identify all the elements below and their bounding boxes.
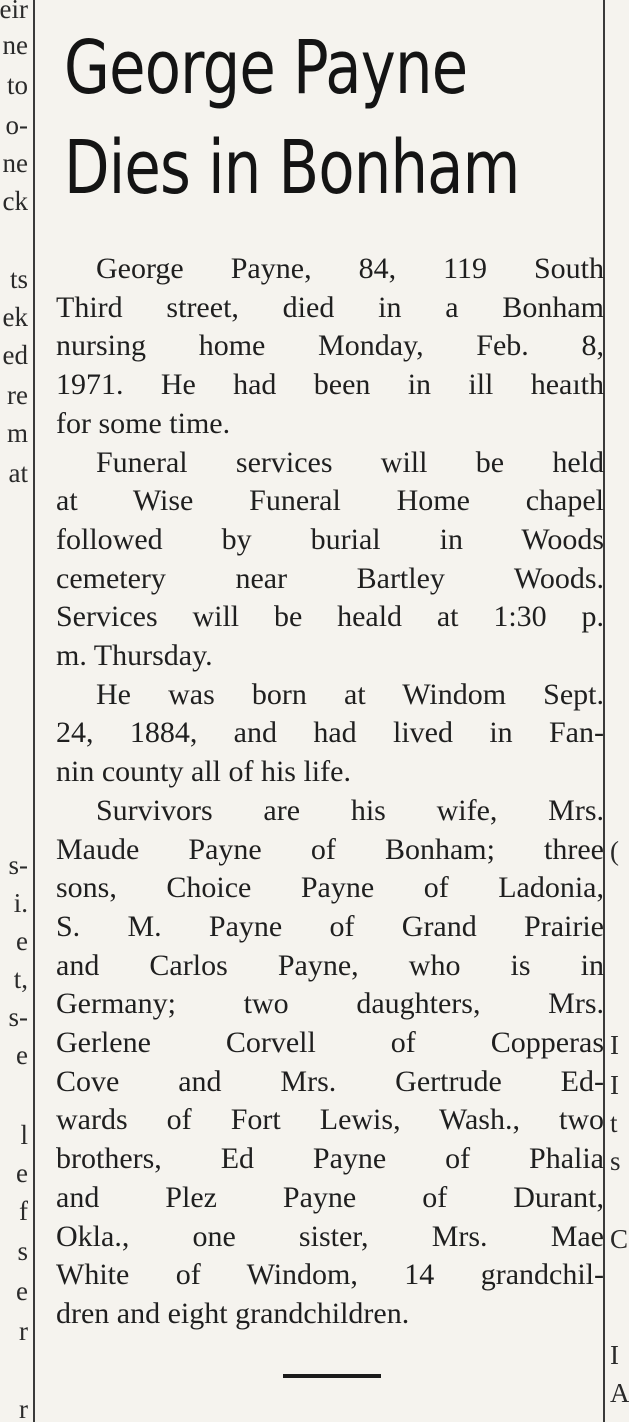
body-line: 1971. He had been in ill heaıth — [56, 368, 604, 402]
body-line: Funeral services will be held — [96, 445, 604, 479]
left-fragment: ed — [2, 340, 28, 370]
paragraph-survivors — [56, 792, 604, 1334]
left-fragment: r — [19, 1316, 28, 1346]
body-line: Third street, died in a Bonham — [56, 290, 604, 324]
body-line: S. M. Payne of Grand Prairie — [56, 909, 604, 943]
right-fragment: I — [610, 1070, 619, 1100]
paragraph-funeral-services — [56, 444, 604, 676]
body-line: Cove and Mrs. Gertrude Ed- — [56, 1064, 604, 1098]
body-line: Gerlene Corvell of Copperas — [56, 1026, 604, 1060]
body-line: dren and eight grandchildren. — [56, 1296, 410, 1330]
left-fragment: ck — [2, 186, 28, 216]
article-end-rule — [283, 1374, 381, 1378]
headline-line-2: Dies in Bonham — [64, 125, 520, 211]
article-body — [56, 250, 604, 1334]
left-fragment: o- — [5, 110, 28, 140]
body-line: He was born at Windom Sept. — [96, 677, 604, 711]
left-fragment: eir — [0, 0, 28, 24]
adjacent-column-right — [606, 0, 629, 1422]
paragraph-birth — [56, 676, 604, 792]
body-line: Survivors are his wife, Mrs. — [96, 793, 604, 827]
body-line: and Plez Payne of Durant, — [56, 1180, 604, 1214]
left-fragment: s — [17, 1236, 28, 1266]
left-fragment: r — [19, 1394, 28, 1422]
left-fragment: m — [6, 418, 28, 448]
body-line: George Payne, 84, 119 South — [96, 252, 604, 285]
left-fragment: e — [16, 1158, 28, 1188]
left-fragment: l — [20, 1120, 28, 1150]
right-fragment: t — [610, 1108, 618, 1138]
left-fragment: t, — [13, 964, 28, 994]
left-fragment: ts — [9, 264, 28, 294]
left-fragment: e — [16, 926, 28, 956]
body-line: followed by burial in Woods — [56, 522, 604, 556]
left-fragment: ne — [2, 30, 28, 60]
body-line: sons, Choice Payne of Ladonia, — [56, 871, 604, 905]
right-fragment: ( — [610, 836, 619, 866]
body-line: m. Thursday. — [56, 639, 213, 673]
body-line: nursing home Monday, Feb. 8, — [56, 329, 604, 363]
body-line: 24, 1884, and had lived in Fan- — [56, 716, 604, 750]
adjacent-column-left — [0, 0, 30, 1422]
body-line: cemetery near Bartley Woods. — [56, 561, 604, 595]
left-fragment: s- — [8, 1002, 28, 1032]
paragraph-death-notice — [56, 250, 604, 444]
body-line: White of Windom, 14 grandchil- — [56, 1258, 604, 1292]
left-fragment: e — [16, 1276, 28, 1306]
left-fragment: f — [19, 1196, 28, 1226]
right-fragment: I — [610, 1340, 619, 1370]
headline-line-1: George Payne — [64, 25, 468, 111]
body-line: Services will be heald at 1:30 p. — [56, 600, 604, 634]
right-fragment: I — [610, 1030, 619, 1060]
body-line: wards of Fort Lewis, Wash., two — [56, 1103, 604, 1137]
left-fragment: re — [7, 380, 28, 410]
column-rule-left — [33, 0, 35, 1422]
right-fragment: C — [610, 1224, 629, 1254]
body-line: and Carlos Payne, who is in — [56, 948, 604, 982]
body-line: for some time. — [56, 406, 231, 440]
left-fragment: i. — [13, 888, 28, 918]
left-fragment: e — [16, 1040, 28, 1070]
right-fragment: A — [610, 1378, 629, 1408]
left-fragment: ne — [2, 148, 28, 178]
right-fragment: s — [610, 1146, 621, 1176]
body-line: Germany; two daughters, Mrs. — [56, 987, 604, 1021]
article-headline — [64, 18, 520, 218]
left-fragment: at — [8, 458, 28, 488]
body-line: Maude Payne of Bonham; three — [56, 832, 604, 866]
left-fragment: s- — [8, 850, 28, 880]
left-fragment: to — [6, 70, 28, 100]
left-fragment: ek — [2, 302, 28, 332]
body-line: brothers, Ed Payne of Phalia — [56, 1142, 604, 1176]
body-line: nin county all of his life. — [56, 755, 351, 789]
body-line: at Wise Funeral Home chapel — [56, 484, 604, 518]
body-line: Okla., one sister, Mrs. Mae — [56, 1219, 604, 1253]
